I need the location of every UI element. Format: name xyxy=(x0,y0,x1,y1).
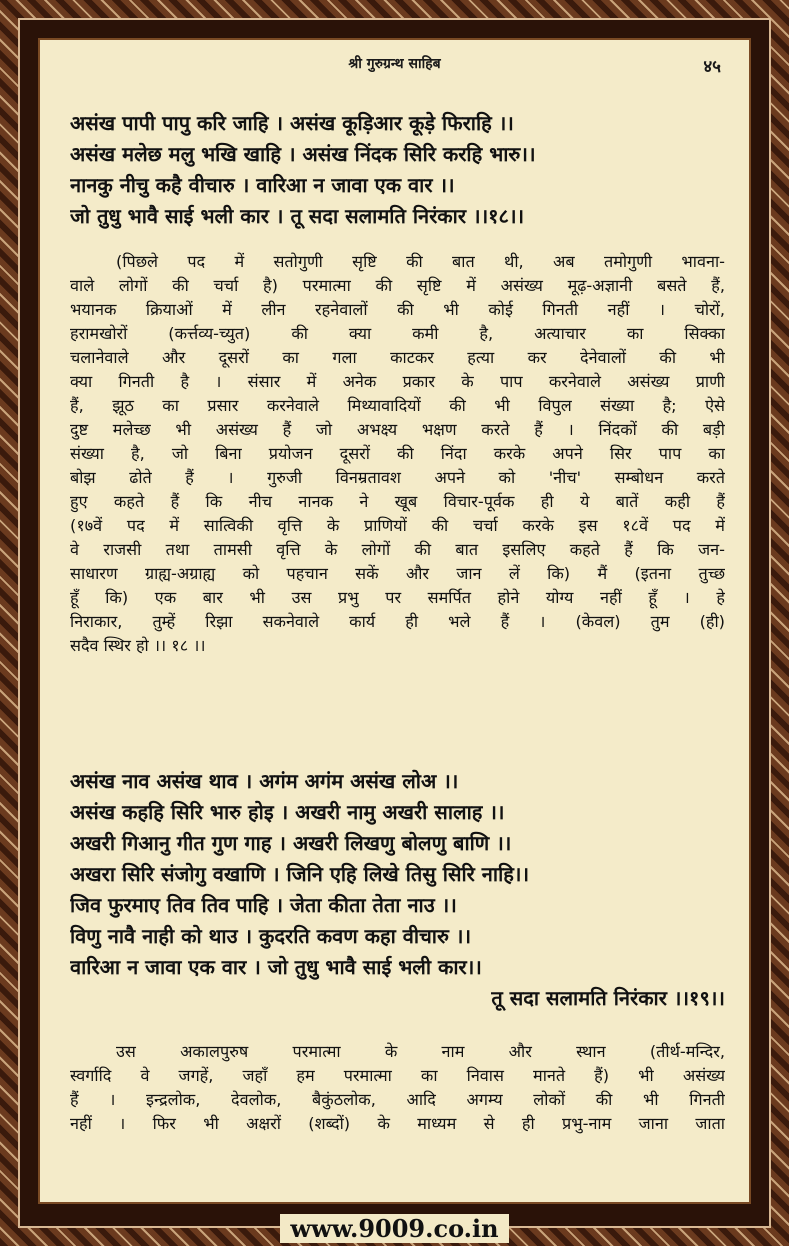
website-footer xyxy=(0,1212,789,1246)
commentary-line: वाले लोगों की चर्चा है) परमात्मा की सृष्टि में असंख्य मूढ़-अज्ञानी बसते हैं, xyxy=(70,276,725,295)
commentary-line: स्वर्गादि वे जगहें, जहाँ हम परमात्मा का निवास मानते हैं) भी असंख्य xyxy=(70,1066,725,1085)
verse-line: वारिआ न जावा एक वार । जो तुधु भावै साई भली कार।। xyxy=(70,955,482,979)
verse-line: असंख पापी पापु करि जाहि । असंख कूड़िआर कूड़े फिराहि ।। xyxy=(70,111,514,135)
verse-line: जिव फुरमाए तिव तिव पाहि । जेता कीता तेता नाउ ।। xyxy=(70,893,457,917)
commentary-line: नहीं । फिर भी अक्षरों (शब्दों) के माध्यम से ही प्रभु-नाम जाना जाता xyxy=(70,1114,725,1133)
verse-line: तू सदा सलामति निरंकार ।।१९।। xyxy=(491,986,725,1010)
page-header xyxy=(40,54,749,78)
commentary-line: उस अकालपुरुष परमात्मा के नाम और स्थान (तीर्थ-मन्दिर, xyxy=(116,1042,725,1061)
commentary-line: बोझ ढोते हैं । गुरुजी विनम्रतावश अपने को 'नीच' सम्बोधन करते xyxy=(70,468,725,487)
commentary-line: हुए कहते हैं कि नीच नानक ने खूब विचार-पूर्वक ही ये बातें कही हैं xyxy=(70,492,725,511)
commentary-line: (पिछले पद में सतोगुणी सृष्टि की बात थी, अब तमोगुणी भावना- xyxy=(116,252,725,271)
verse-line: अखरी गिआनु गीत गुण गाह । अखरी लिखणु बोलणु बाणि ।। xyxy=(70,831,512,855)
commentary-line: हैं, झूठ का प्रसार करनेवाले मिथ्यावादियों की भी विपुल संख्या है; ऐसे xyxy=(70,396,725,415)
commentary-line: निराकार, तुम्हें रिझा सकनेवाले कार्य ही भले हैं । (केवल) तुम (ही) xyxy=(70,612,725,631)
commentary-line: वे राजसी तथा तामसी वृत्ति के लोगों की बात इसलिए कहते हैं कि जन- xyxy=(70,540,725,559)
commentary-line: सदैव स्थिर हो ।। १८ ।। xyxy=(70,636,206,655)
website-url: www.9009.co.in xyxy=(280,1214,508,1243)
commentary-line: संख्या है, जो बिना प्रयोजन दूसरों की निंदा करके अपने सिर पाप का xyxy=(70,444,725,463)
commentary-line: हूँ कि) एक बार भी उस प्रभु पर समर्पित होने योग्य नहीं हूँ । हे xyxy=(70,588,725,607)
verse-line: असंख नाव असंख थाव । अगंम अगंम असंख लोअ ।। xyxy=(70,769,459,793)
verse-line: विणु नावै नाही को थाउ । कुदरति कवण कहा वीचारु ।। xyxy=(70,924,472,948)
commentary-line: हैं । इन्द्रलोक, देवलोक, बैकुंठलोक, आदि अगम्य लोकों की भी गिनती xyxy=(70,1090,725,1109)
commentary-line: चलानेवाले और दूसरों का गला काटकर हत्या कर देनेवालों की भी xyxy=(70,348,725,367)
commentary-line: क्या गिनती है । संसार में अनेक प्रकार के पाप करनेवाले असंख्य प्राणी xyxy=(70,372,725,391)
verse-line: नानकु नीचु कहै वीचारु । वारिआ न जावा एक वार ।। xyxy=(70,173,455,197)
verse-19 xyxy=(70,766,725,1014)
commentary-18 xyxy=(70,250,725,658)
verse-line: जो तुधु भावै साई भली कार । तू सदा सलामति निरंकार ।।१८।। xyxy=(70,204,525,228)
verse-line: अखरा सिरि संजोगु वखाणि । जिनि एहि लिखे तिसु सिरि नाहि।। xyxy=(70,862,530,886)
book-page xyxy=(38,38,751,1204)
commentary-line: दुष्ट मलेच्छ भी असंख्य हैं जो अभक्ष्य भक्षण करते हैं । निंदकों की बड़ी xyxy=(70,420,725,439)
page-title: श्री गुरुग्रन्थ साहिब xyxy=(348,56,441,72)
commentary-line: (१७वें पद में सात्विकी वृत्ति के प्राणियों की चर्चा करके इस १८वें पद में xyxy=(70,516,725,535)
commentary-19 xyxy=(70,1040,725,1136)
verse-line: असंख मलेछ मलु भखि खाहि । असंख निंदक सिरि करहि भारु।। xyxy=(70,142,536,166)
commentary-line: भयानक क्रियाओं में लीन रहनेवालों की भी कोई गिनती नहीं । चोरों, xyxy=(70,300,725,319)
verse-18 xyxy=(70,108,725,232)
commentary-line: साधारण ग्राह्य-अग्राह्य को पहचान सकें और जान लें कि) मैं (इतना तुच्छ xyxy=(70,564,725,583)
verse-line: असंख कहहि सिरि भारु होइ । अखरी नामु अखरी सालाह ।। xyxy=(70,800,505,824)
commentary-line: हरामखोरों (कर्त्तव्य-च्युत) की क्या कमी है, अत्याचार का सिक्का xyxy=(70,324,725,343)
page-number: ४५ xyxy=(703,57,721,77)
